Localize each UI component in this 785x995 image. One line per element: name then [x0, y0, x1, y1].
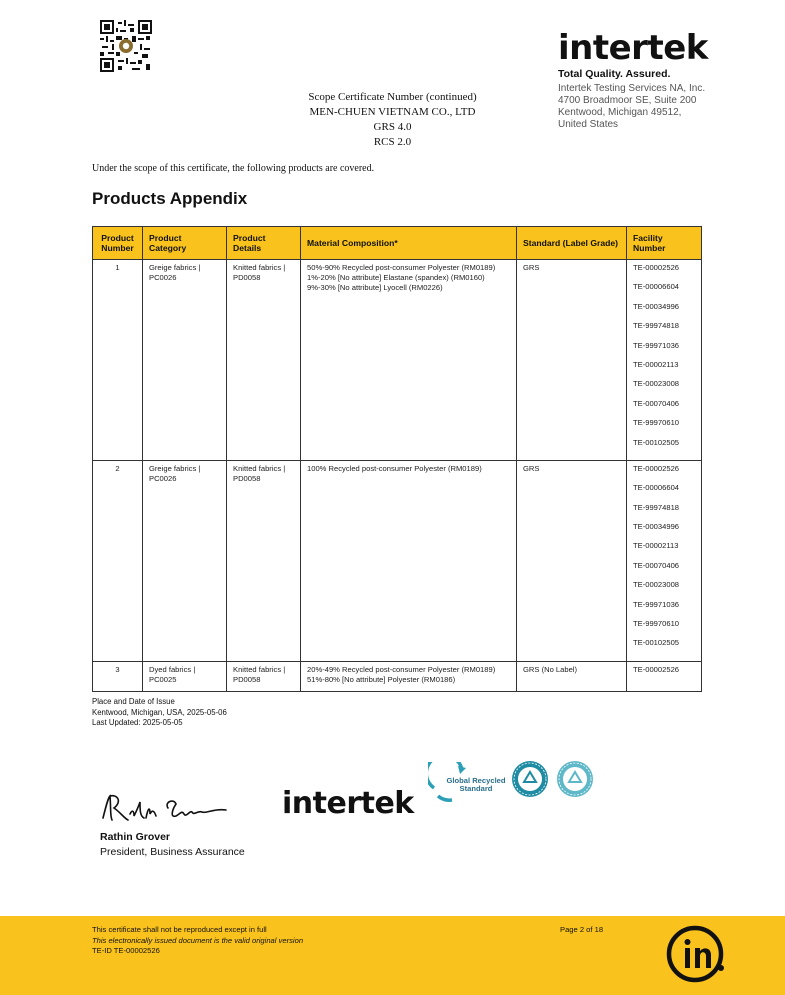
facility-numbers — [627, 260, 702, 461]
brand-address — [558, 83, 718, 131]
section-title: Products Appendix — [92, 189, 248, 208]
facility-number: TE-00002113 — [633, 541, 679, 551]
facility-number: TE-00102505 — [633, 638, 680, 648]
footer-te-id: TE-ID TE-00002526 — [92, 946, 160, 955]
material-composition — [301, 460, 517, 661]
facility-number: TE-00023008 — [633, 580, 680, 590]
header-facility-number: Facility Number — [627, 227, 702, 260]
grs-logo-text — [446, 777, 506, 793]
footer-line: This electronically issued document is the valid original version — [92, 935, 304, 945]
brand-block — [558, 30, 718, 131]
intertek-footer-logo: intertek — [282, 786, 414, 821]
issue-info — [92, 697, 227, 729]
scope-header — [250, 90, 535, 150]
header-product-number: Product Number — [93, 227, 143, 260]
standard-label-grade: GRS — [517, 260, 627, 461]
product-category: Greige fabrics | PC0026 — [143, 260, 227, 461]
intro-text: Under the scope of this certificate, the following products are covered. — [92, 163, 375, 174]
facility-number: TE-99970610 — [633, 619, 680, 629]
grs-logo-line: Standard — [459, 784, 493, 793]
facility-number: TE-99974818 — [633, 321, 680, 331]
facility-number: TE-00006604 — [633, 282, 680, 292]
standard-line: GRS 4.0 — [373, 121, 412, 133]
product-number: 1 — [93, 260, 143, 461]
facility-number: TE-00002526 — [633, 664, 680, 674]
product-details: Knitted fabrics | PD0058 — [227, 460, 301, 661]
table-row — [93, 661, 702, 691]
header-material-composition: Material Composition* — [301, 227, 517, 260]
products-table — [92, 226, 702, 692]
product-number: 3 — [93, 661, 143, 691]
facility-number: TE-00002526 — [633, 463, 680, 473]
address-line: United States — [558, 119, 619, 130]
material-line: 100% Recycled post-consumer Polyester (RM0189) — [307, 463, 482, 473]
facility-number: TE-99974818 — [633, 502, 680, 512]
facility-number: TE-00002113 — [633, 359, 679, 369]
product-category: Dyed fabrics | PC0025 — [143, 661, 227, 691]
signer-title: President, Business Assurance — [100, 846, 245, 858]
facility-numbers — [627, 460, 702, 661]
facility-number: TE-99971036 — [633, 340, 680, 350]
standard-line: RCS 2.0 — [373, 136, 412, 148]
facility-number: TE-00006604 — [633, 483, 680, 493]
intertek-logo: intertek — [558, 28, 708, 68]
table-row — [93, 460, 702, 661]
qr-code — [100, 20, 152, 72]
facility-number: TE-00070406 — [633, 398, 680, 408]
footer-notice — [92, 925, 303, 957]
standard-label-grade: GRS — [517, 460, 627, 661]
facility-number: TE-00023008 — [633, 379, 680, 389]
product-details: Knitted fabrics | PD0058 — [227, 260, 301, 461]
header-product-details: Product Details — [227, 227, 301, 260]
facility-number: TE-00102505 — [633, 437, 680, 447]
footer-line: This certificate shall not be reproduced except in full — [92, 925, 267, 934]
table-header-row — [93, 227, 702, 260]
address-line: Kentwood, Michigan 49512, — [558, 107, 682, 118]
header-standard: Standard (Label Grade) — [517, 227, 627, 260]
facility-number: TE-00070406 — [633, 560, 680, 570]
material-composition — [301, 260, 517, 461]
scope-certificate-line: Scope Certificate Number (continued) — [308, 91, 477, 103]
material-line: 9%-30% [No attribute] Lyocell (RM0226) — [307, 283, 443, 292]
address-line: Intertek Testing Services NA, Inc. — [558, 83, 706, 94]
material-composition — [301, 661, 517, 691]
material-line: 1%-20% [No attribute] Elastane (spandex) (RM0160) — [307, 273, 485, 282]
page-number: Page 2 of 18 — [560, 925, 604, 934]
recycled-blended-seal-icon — [556, 760, 594, 798]
issue-place-date: Kentwood, Michigan, USA, 2025-05-06 — [92, 707, 227, 717]
address-line: 4700 Broadmoor SE, Suite 200 — [558, 95, 697, 106]
intertek-in-mark-icon — [665, 922, 729, 986]
signature-image — [98, 788, 243, 828]
recycled-seal-icon — [511, 760, 549, 798]
issue-label: Place and Date of Issue — [92, 697, 175, 706]
facility-numbers — [627, 661, 702, 691]
facility-number: TE-99971036 — [633, 599, 680, 609]
facility-number: TE-00034996 — [633, 522, 680, 532]
facility-number: TE-99970610 — [633, 418, 680, 428]
facility-number: TE-00002526 — [633, 263, 680, 272]
signer-name: Rathin Grover — [100, 831, 171, 843]
header-product-category: Product Category — [143, 227, 227, 260]
material-line: 50%-90% Recycled post-consumer Polyester (RM0189) — [307, 263, 496, 272]
facility-number: TE-00034996 — [633, 301, 680, 311]
material-line: 20%-49% Recycled post-consumer Polyester (RM0189) — [307, 664, 496, 674]
standard-label-grade: GRS (No Label) — [517, 661, 627, 691]
company-name: MEN-CHUEN VIETNAM CO., LTD — [309, 106, 476, 118]
grs-logo-line: Global Recycled — [446, 776, 506, 785]
material-line: 51%-80% [No attribute] Polyester (RM0186) — [307, 674, 456, 684]
product-category: Greige fabrics | PC0026 — [143, 460, 227, 661]
brand-tagline: Total Quality. Assured. — [558, 68, 671, 80]
last-updated: Last Updated: 2025-05-05 — [92, 718, 183, 727]
product-number: 2 — [93, 460, 143, 661]
table-row — [93, 260, 702, 461]
product-details: Knitted fabrics | PD0058 — [227, 661, 301, 691]
